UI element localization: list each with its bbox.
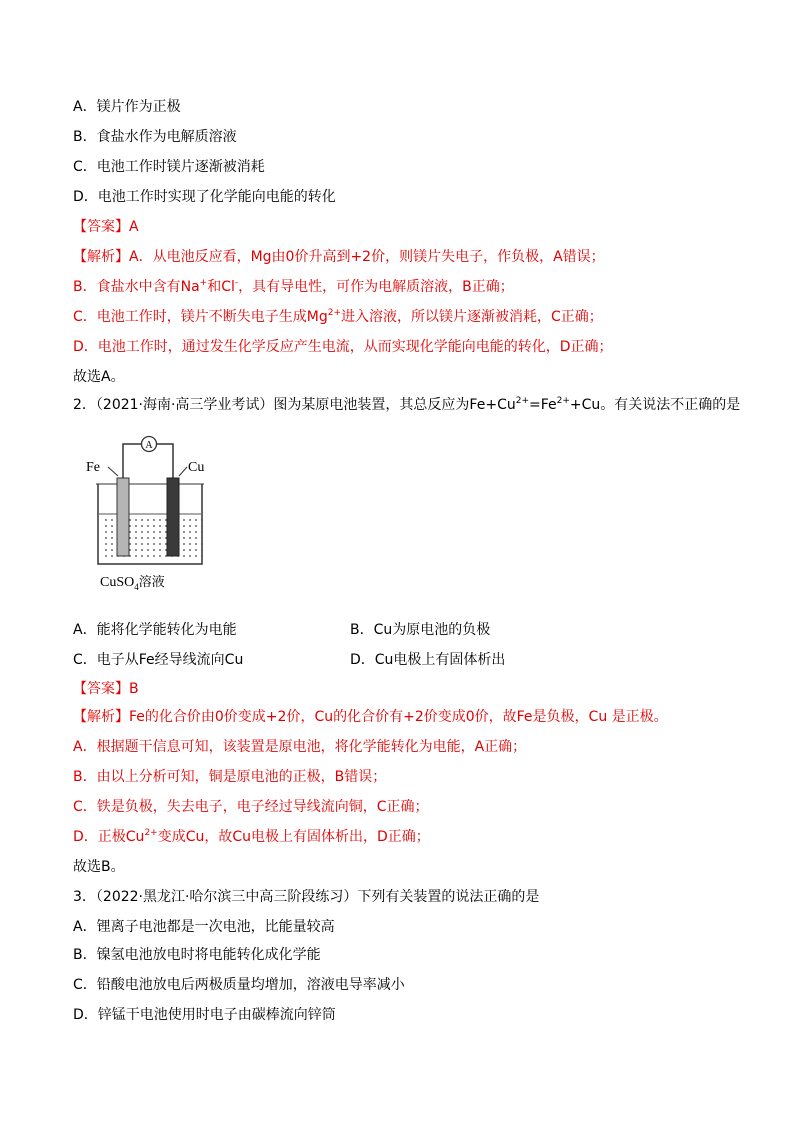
fe-electrode bbox=[117, 478, 129, 556]
q1-option-c: C．电池工作时镁片逐渐被消耗 bbox=[73, 159, 265, 175]
solution-dot bbox=[195, 531, 197, 533]
solution-dot bbox=[147, 537, 149, 539]
stem-text: 2．（2021·海南·高三学业考试）图为某原电池装置，其总反应为Fe+Cu bbox=[73, 397, 516, 413]
solution bbox=[99, 514, 201, 563]
q1-analysis-d: D．电池工作时，通过发生化学反应产生电流，从而实现化学能向电能的转化，D正确； bbox=[73, 339, 613, 355]
solution-dot bbox=[183, 519, 185, 521]
solution-dot bbox=[141, 537, 143, 539]
q2-answer: 【答案】B bbox=[73, 681, 139, 697]
solution-dot bbox=[111, 555, 113, 557]
q1-analysis-c bbox=[73, 307, 603, 327]
superscript: 2+ bbox=[556, 396, 570, 406]
q3-option-d: D．锌锰干电池使用时电子由碳棒流向锌筒 bbox=[73, 1007, 336, 1023]
cu-label: Cu bbox=[188, 460, 205, 475]
solution-dot bbox=[153, 543, 155, 545]
solution-dot bbox=[159, 549, 161, 551]
q2-analysis-d bbox=[73, 827, 430, 847]
solution-dot bbox=[111, 525, 113, 527]
q1-option-b: B．食盐水作为电解质溶液 bbox=[73, 129, 237, 145]
superscript: - bbox=[234, 278, 239, 288]
analysis-text: A．从电池反应看，Mg由0价升高到+2价，则镁片失电子，作负极，A错误； bbox=[129, 249, 605, 265]
ammeter-label: A bbox=[145, 440, 153, 451]
superscript: 2+ bbox=[515, 396, 529, 406]
solution-dot bbox=[135, 543, 137, 545]
solution-dot bbox=[105, 543, 107, 545]
solution-dot bbox=[159, 537, 161, 539]
q3-option-c: C．铅酸电池放电后两极质量均增加，溶液电导率减小 bbox=[73, 977, 405, 993]
wire-left bbox=[123, 444, 141, 479]
solution-dot bbox=[105, 549, 107, 551]
analysis-text: 进入溶液，所以镁片逐渐被消耗，C正确； bbox=[341, 309, 603, 325]
solution-dot bbox=[147, 525, 149, 527]
solution-dot bbox=[159, 555, 161, 557]
solution-dot bbox=[189, 519, 191, 521]
superscript: + bbox=[199, 278, 208, 288]
fe-leader-line bbox=[108, 467, 118, 476]
galvanic-cell-diagram bbox=[80, 432, 220, 597]
solution-dot bbox=[201, 531, 203, 533]
solution-dot bbox=[189, 555, 191, 557]
analysis-text: C．电池工作时，镁片不断失电子生成Mg bbox=[73, 309, 328, 325]
solution-dot bbox=[105, 531, 107, 533]
solution-dot bbox=[201, 537, 203, 539]
q2-analysis-c: C．铁是负极，失去电子，电子经过导线流向铜，C正确； bbox=[73, 799, 429, 815]
q2-option-b: B．Cu为原电池的负极 bbox=[350, 622, 491, 638]
solution-dot bbox=[135, 537, 137, 539]
solution-dot bbox=[141, 531, 143, 533]
solution-dot bbox=[189, 531, 191, 533]
solution-dot bbox=[111, 549, 113, 551]
solution-dot bbox=[141, 549, 143, 551]
q2-option-d: D．Cu电极上有固体析出 bbox=[350, 652, 506, 668]
solution-dot bbox=[183, 537, 185, 539]
solution-dot bbox=[135, 525, 137, 527]
solution-dot bbox=[147, 549, 149, 551]
solution-dot bbox=[135, 531, 137, 533]
q2-analysis-main bbox=[73, 707, 668, 727]
solution-dot bbox=[201, 525, 203, 527]
solution-dot bbox=[153, 549, 155, 551]
cu-electrode bbox=[167, 478, 179, 556]
solution-dot bbox=[153, 555, 155, 557]
solution-dot bbox=[195, 519, 197, 521]
solution-dot bbox=[135, 549, 137, 551]
superscript: 2+ bbox=[144, 828, 158, 838]
analysis-text: 和Cl bbox=[207, 279, 235, 295]
solution-dot bbox=[195, 543, 197, 545]
q1-analysis-a bbox=[73, 247, 605, 267]
solution-dot bbox=[141, 543, 143, 545]
q2-option-a: A．能将化学能转化为电能 bbox=[73, 622, 237, 638]
analysis-tag: 【解析】 bbox=[73, 709, 129, 725]
solution-dot bbox=[195, 537, 197, 539]
solution-dot bbox=[135, 555, 137, 557]
solution-dot bbox=[111, 519, 113, 521]
analysis-text: Fe的化合价由0价变成+2价，Cu的化合价有+2价变成0价，故Fe是负极，Cu 是正极。 bbox=[129, 709, 668, 725]
analysis-text: D．正极Cu bbox=[73, 829, 145, 845]
solution-dot bbox=[153, 519, 155, 521]
stem-text: =Fe bbox=[529, 397, 557, 413]
solution-dot bbox=[201, 549, 203, 551]
stem-text: +Cu。有关说法不正确的是 bbox=[569, 397, 741, 413]
solution-dot bbox=[105, 537, 107, 539]
wire-right bbox=[157, 444, 173, 479]
fe-label: Fe bbox=[86, 460, 100, 475]
solution-dot bbox=[195, 555, 197, 557]
solution-dot bbox=[183, 531, 185, 533]
solution-dot bbox=[189, 549, 191, 551]
solution-dot bbox=[183, 525, 185, 527]
q2-analysis-b: B．由以上分析可知，铜是原电池的正极，B错误； bbox=[73, 769, 387, 785]
solution-dot bbox=[111, 531, 113, 533]
q1-answer: 【答案】A bbox=[73, 219, 139, 235]
solution-label: CuSO$_4$溶液 bbox=[100, 575, 165, 592]
q2-option-c: C．电子从Fe经导线流向Cu bbox=[73, 652, 244, 668]
solution-dot bbox=[183, 549, 185, 551]
solution-dot bbox=[153, 537, 155, 539]
solution-dot bbox=[159, 543, 161, 545]
superscript: 2+ bbox=[327, 308, 342, 318]
analysis-tag: 【解析】 bbox=[73, 249, 129, 265]
solution-dot bbox=[153, 525, 155, 527]
solution-dot bbox=[147, 555, 149, 557]
solution-dot bbox=[195, 525, 197, 527]
solution-dot bbox=[189, 537, 191, 539]
solution-dot bbox=[189, 543, 191, 545]
q3-stem: 3．（2022·黑龙江·哈尔滨三中高三阶段练习）下列有关装置的说法正确的是 bbox=[73, 889, 540, 905]
q2-analysis-a: A．根据题干信息可知，该装置是原电池，将化学能转化为电能，A正确； bbox=[73, 739, 527, 755]
solution-dot bbox=[141, 519, 143, 521]
solution-dot bbox=[147, 531, 149, 533]
q3-option-a: A．锂离子电池都是一次电池，比能量较高 bbox=[73, 919, 335, 935]
solution-dot bbox=[159, 525, 161, 527]
solution-dot bbox=[111, 537, 113, 539]
solution-dot bbox=[147, 519, 149, 521]
solution-dot bbox=[159, 531, 161, 533]
cu-leader-line bbox=[179, 467, 187, 476]
q1-conclusion: 故选A。 bbox=[73, 369, 125, 385]
solution-dot bbox=[141, 525, 143, 527]
analysis-text: B．食盐水中含有Na bbox=[73, 279, 200, 295]
solution-dot bbox=[105, 519, 107, 521]
analysis-text: ，具有导电性，可作为电解质溶液，B正确； bbox=[238, 279, 514, 295]
q2-conclusion: 故选B。 bbox=[73, 859, 125, 875]
solution-dot bbox=[105, 525, 107, 527]
solution-dot bbox=[183, 543, 185, 545]
solution-dot bbox=[135, 519, 137, 521]
solution-dot bbox=[201, 543, 203, 545]
solution-dot bbox=[183, 555, 185, 557]
q1-analysis-b bbox=[73, 277, 514, 297]
solution-dot bbox=[147, 543, 149, 545]
galvanic-cell-figure bbox=[80, 432, 220, 597]
solution-dot bbox=[201, 519, 203, 521]
solution-dot bbox=[111, 543, 113, 545]
analysis-text: 变成Cu，故Cu电极上有固体析出，D正确； bbox=[157, 829, 430, 845]
solution-dot bbox=[105, 555, 107, 557]
solution-dot bbox=[201, 555, 203, 557]
solution-dot bbox=[153, 531, 155, 533]
solution-dot bbox=[195, 549, 197, 551]
solution-dot bbox=[159, 519, 161, 521]
q2-stem bbox=[73, 395, 740, 415]
q1-option-a: A．镁片作为正极 bbox=[73, 99, 181, 115]
q3-option-b: B．镍氢电池放电时将电能转化成化学能 bbox=[73, 947, 321, 963]
solution-dot bbox=[189, 525, 191, 527]
q1-option-d: D．电池工作时实现了化学能向电能的转化 bbox=[73, 189, 336, 205]
solution-dot bbox=[141, 555, 143, 557]
